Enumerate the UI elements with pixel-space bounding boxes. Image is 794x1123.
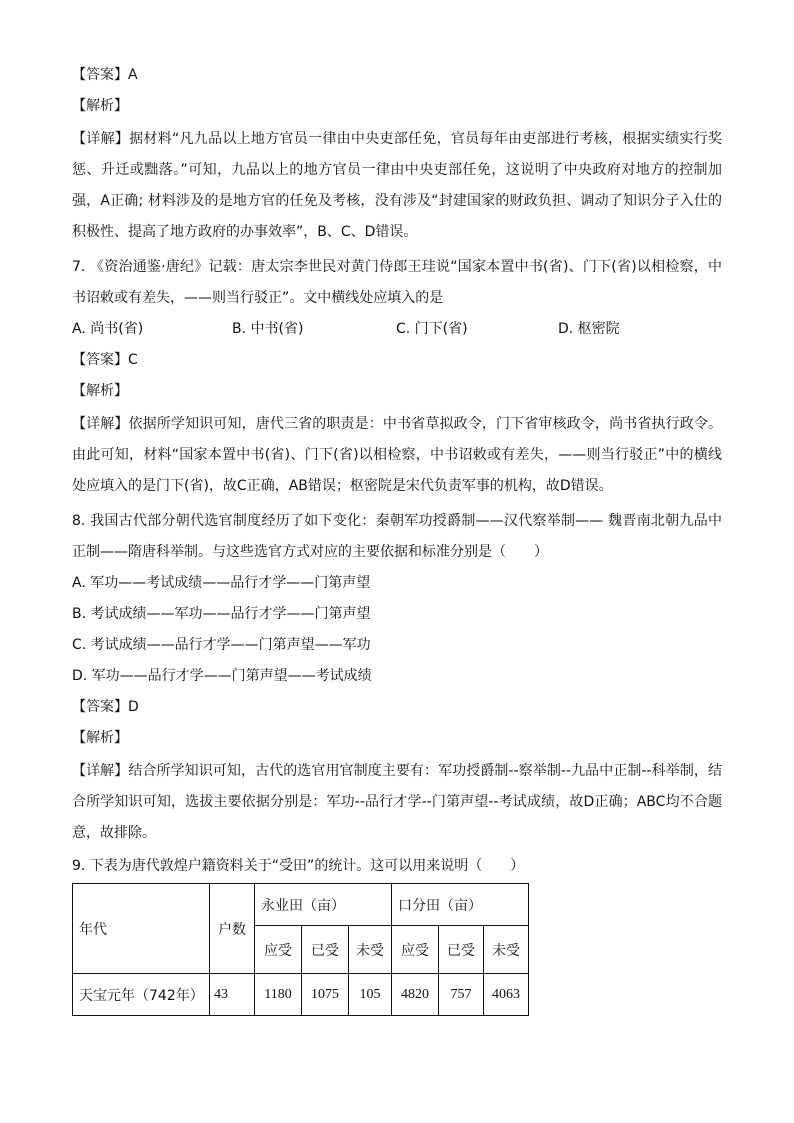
q9-stem: 9. 下表为唐代敦煌户籍资料关于“受田”的统计。这可以用来说明（ ） [72,858,525,874]
table-cell: 1180 [255,974,302,1016]
q7-detail: 【详解】依据所学知识可知，唐代三省的职责是：中书省草拟政令，门下省审核政令，尚书省执行政令。由此可知，材料“国家本置中书(省)、门下(省)以相检察，中书诏敕或有差失，——则当行驳正”中的横线处应填入的是门下(省)，故C正确，AB错误；枢密院是宋代负责军事的机构，故D错误。 [72,416,722,494]
sub-header: 已受 [302,926,349,974]
q7-option-d: D. 枢密院 [558,321,620,337]
q8-stem: 8. 我国古代部分朝代选官制度经历了如下变化：秦朝军功授爵制——汉代察举制—— 魏晋南北朝九品中正制——隋唐科举制。与这些选官方式对应的主要依据和标准分别是（ ） [72,513,722,560]
q8-option-c: C. 考试成绩——品行才学——门第声望——军功 [72,637,371,653]
q7-analysis-label: 【解析】 [72,383,128,399]
land-allocation-table [72,883,529,1016]
cell-households: 43 [210,974,255,1016]
table-cell: 4063 [484,974,529,1016]
header-koufen-field: 口分田（亩） [392,884,529,926]
table-cell: 105 [349,974,392,1016]
q8-detail: 【详解】结合所学知识可知，古代的选官用官制度主要有：军功授爵制--察举制--九品中正制--科举制，结合所学知识可知，选拔主要依据分别是：军功--品行才学--门第声望--考试成绩，故D正确；ABC均不合题意，故排除。 [72,763,722,841]
q7-options [72,316,722,342]
q8-analysis-label: 【解析】 [72,730,128,746]
q8-answer: 【答案】D [72,699,139,715]
header-households: 户数 [210,884,255,974]
q7-option-c: C. 门下(省) [396,321,468,337]
q7-option-b: B. 中书(省) [232,321,304,337]
q6-analysis-label: 【解析】 [72,98,128,114]
q7-answer: 【答案】C [72,352,138,368]
q6-detail: 【详解】据材料“凡九品以上地方官员一律由中央吏部任免，官员每年由吏部进行考核，根据实绩实行奖惩、升迁或黜落。”可知，九品以上的地方官员一律由中央吏部任免，这说明了中央政府对地方的控制加强，A正确; 材料涉及的是地方官的任免及考核，没有涉及“封建国家的财政负担、调动了知识分子入仕的积极性、提高了地方政府的办事效率”，B、C、D错误。 [72,131,722,240]
q7-stem: 7. 《资治通鉴·唐纪》记载：唐太宗李世民对黄门侍郎王珪说“国家本置中书(省)、门下(省)以相检察，中书诏敕或有差失，——则当行驳正”。文中横线处应填入的是 [72,259,722,306]
cell-year: 天宝元年（742年） [73,974,210,1016]
document-page [72,62,722,1016]
q7-option-a: A. 尚书(省) [72,321,144,337]
q8-option-a: A. 军功——考试成绩——品行才学——门第声望 [72,575,371,591]
table-cell: 4820 [392,974,439,1016]
sub-header: 未受 [349,926,392,974]
q8-option-b: B. 考试成绩——军功——品行才学——门第声望 [72,606,371,622]
header-yongye-field: 永业田（亩） [255,884,392,926]
q8-option-d: D. 军功——品行才学——门第声望——考试成绩 [72,668,372,684]
sub-header: 应受 [392,926,439,974]
q6-answer: 【答案】A [72,67,138,83]
header-year: 年代 [73,884,210,974]
sub-header: 已受 [439,926,484,974]
table-cell: 757 [439,974,484,1016]
sub-header: 应受 [255,926,302,974]
sub-header: 未受 [484,926,529,974]
table-cell: 1075 [302,974,349,1016]
